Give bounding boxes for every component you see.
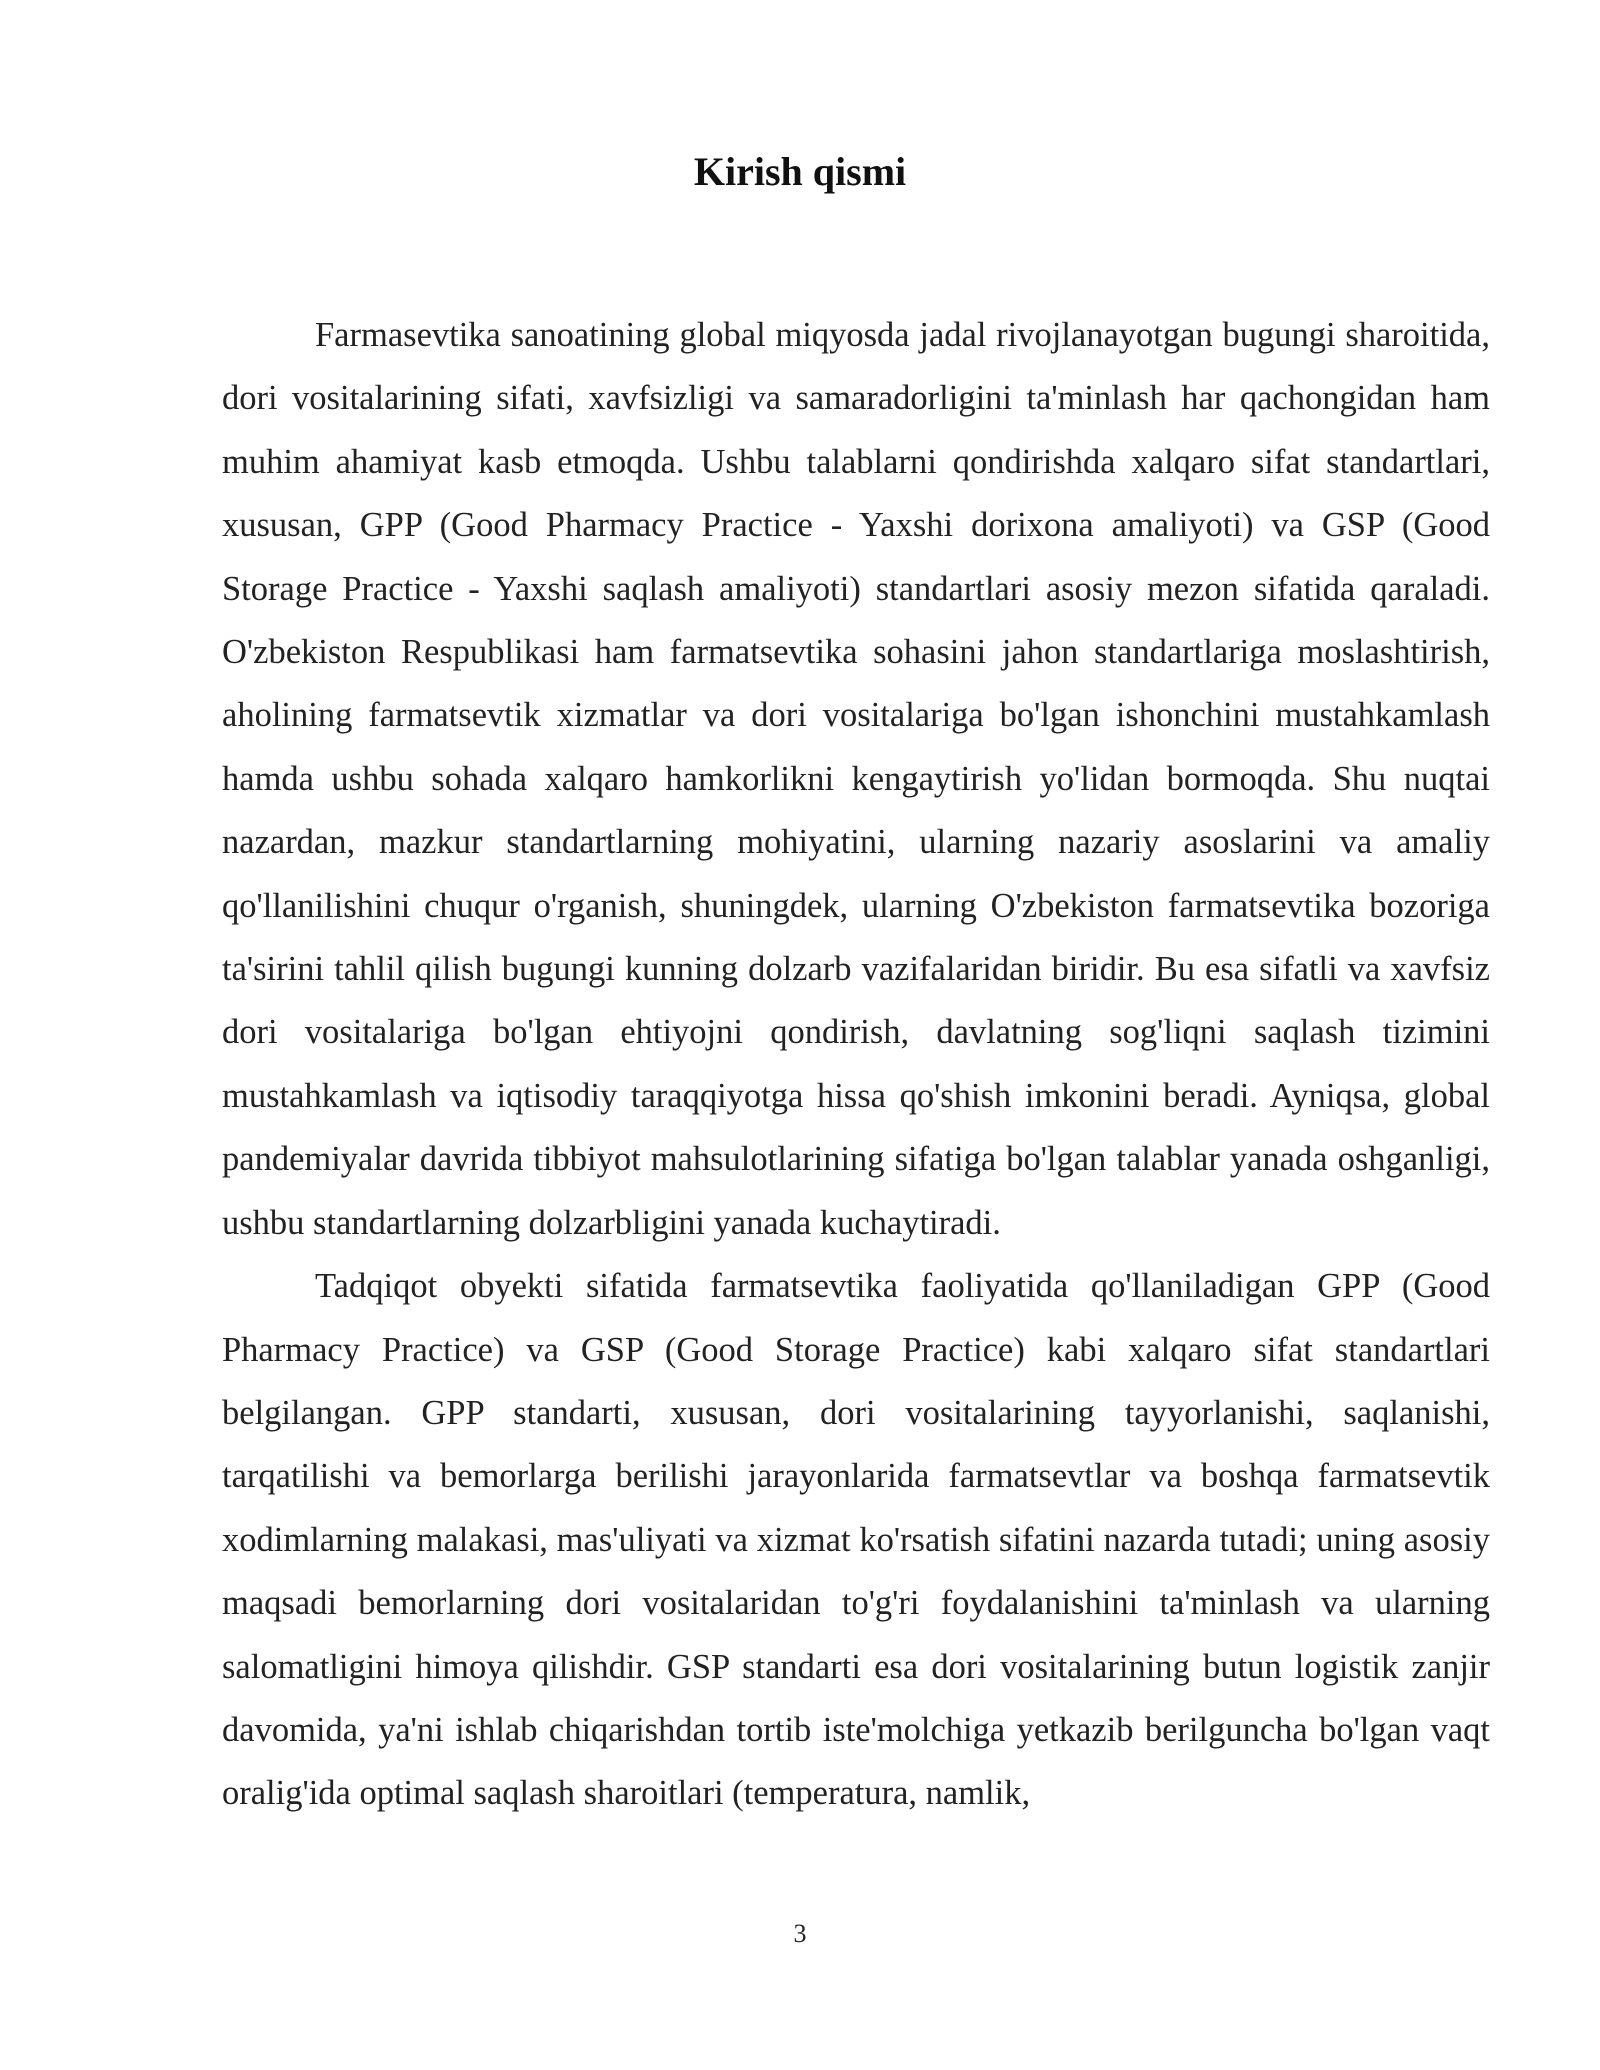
body-text [222,304,1490,1826]
page-title: Kirish qismi [693,149,907,194]
paragraph-introduction: Farmasevtika sanoatining global miqyosda jadal rivojlanayotgan bugungi sharoitida, dori vositalarining sifati, xavfsizligi va samaradorligini ta'minlash har qachongidan ham muhim ahamiyat kasb etmoqda. Ushbu talablarni qondirishda xalqaro sifat standartlari, xususan, GPP (Good Pharmacy Practice - Yaxshi dorixona amaliyoti) va GSP (Good Storage Practice - Yaxshi saqlash amaliyoti) standartlari asosiy mezon sifatida qaraladi. O'zbekiston Respublikasi ham farmatsevtika sohasini jahon standartlariga moslashtirish, aholining farmatsevtik xizmatlar va dori vositalariga bo'lgan ishonchini mustahkamlash hamda ushbu sohada xalqaro hamkorlikni kengaytirish yo'lidan bormoqda. Shu nuqtai nazardan, mazkur standartlarning mohiyatini, ularning nazariy asoslarini va amaliy qo'llanilishini chuqur o'rganish, shuningdek, ularning O'zbekiston farmatsevtika bozoriga ta'sirini tahlil qilish bugungi kunning dolzarb vazifalaridan biridir. Bu esa sifatli va xavfsiz dori vositalariga bo'lgan ehtiyojni qondirish, davlatning sog'liqni saqlash tizimini mustahkamlash va iqtisodiy taraqqiyotga hissa qo'shish imkonini beradi. Ayniqsa, global pandemiyalar davrida tibbiyot mahsulotlarining sifatiga bo'lgan talablar yanada oshganligi, ushbu standartlarning dolzarbligini yanada kuchaytiradi. [222,316,1490,1242]
paragraph-research-object: Tadqiqot obyekti sifatida farmatsevtika faoliyatida qo'llaniladigan GPP (Good Pharmacy Practice) va GSP (Good Storage Practice) kabi xalqaro sifat standartlari belgilangan. GPP standarti, xususan, dori vositalarining tayyorlanishi, saqlanishi, tarqatilishi va bemorlarga berilishi jarayonlarida farmatsevtlar va boshqa farmatsevtik xodimlarning malakasi, mas'uliyati va xizmat ko'rsatish sifatini nazarda tutadi; uning asosiy maqsadi bemorlarning dori vositalaridan to'g'ri foydalanishini ta'minlash va ularning salomatligini himoya qilishdir. GSP standarti esa dori vositalarining butun logistik zanjir davomida, ya'ni ishlab chiqarishdan tortib iste'molchiga yetkazib berilguncha bo'lgan vaqt oralig'ida optimal saqlash sharoitlari (temperatura, namlik, [222,1267,1490,1813]
page-number: 3 [793,1919,807,1948]
